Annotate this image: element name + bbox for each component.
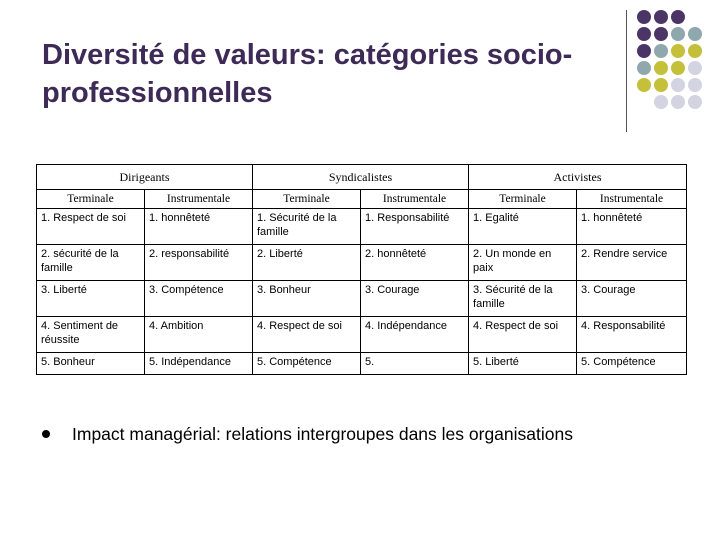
slide-title: Diversité de valeurs: catégories socio-professionnelles [42, 39, 573, 109]
table-cell: 2. Rendre service [577, 245, 687, 281]
table-cell: 2. responsabilité [145, 245, 253, 281]
decorative-dot [688, 44, 702, 58]
decorative-dot [671, 10, 685, 24]
table-cell: 1. honnêteté [145, 209, 253, 245]
table-cell: 1. Egalité [469, 209, 577, 245]
decorative-dot [671, 27, 685, 41]
table-cell: 2. Un monde en paix [469, 245, 577, 281]
decorative-dot [637, 44, 651, 58]
decorative-vertical-line [626, 10, 627, 132]
table-cell: 2. honnêteté [361, 245, 469, 281]
subheader-row [37, 190, 687, 209]
table-cell: 4. Indépendance [361, 317, 469, 353]
subheader-terminale: Terminale [253, 190, 361, 209]
table-cell: 1. Sécurité de la famille [253, 209, 361, 245]
decorative-dot [654, 61, 668, 75]
subheader-instrumentale: Instrumentale [361, 190, 469, 209]
table-row [37, 353, 687, 375]
table-cell: 4. Respect de soi [469, 317, 577, 353]
subheader-instrumentale: Instrumentale [577, 190, 687, 209]
table-cell: 1. honnêteté [577, 209, 687, 245]
table-cell: 3. Courage [577, 281, 687, 317]
decorative-dot [637, 78, 651, 92]
decorative-dot [688, 95, 702, 109]
table-cell: 3. Liberté [37, 281, 145, 317]
table-cell: 5. Compétence [253, 353, 361, 375]
table-cell: 4. Respect de soi [253, 317, 361, 353]
decorative-dot [688, 61, 702, 75]
decorative-dot [637, 61, 651, 75]
table-cell: 5. [361, 353, 469, 375]
table-cell: 4. Sentiment de réussite [37, 317, 145, 353]
table-cell: 1. Respect de soi [37, 209, 145, 245]
decorative-dot [654, 44, 668, 58]
table-cell: 4. Responsabilité [577, 317, 687, 353]
group-header-syndicalistes: Syndicalistes [253, 165, 469, 190]
decorative-dot [654, 78, 668, 92]
table-row [37, 317, 687, 353]
table-cell: 3. Sécurité de la famille [469, 281, 577, 317]
table-cell: 1. Responsabilité [361, 209, 469, 245]
table-cell: 5. Bonheur [37, 353, 145, 375]
table-cell: 3. Compétence [145, 281, 253, 317]
group-header-dirigeants: Dirigeants [37, 165, 253, 190]
table-cell: 4. Ambition [145, 317, 253, 353]
table-cell: 3. Bonheur [253, 281, 361, 317]
decorative-dot [654, 95, 668, 109]
subheader-terminale: Terminale [469, 190, 577, 209]
table-row [37, 245, 687, 281]
table-cell: 5. Liberté [469, 353, 577, 375]
decorative-dot [688, 78, 702, 92]
table-cell: 2. sécurité de la famille [37, 245, 145, 281]
group-header-activistes: Activistes [469, 165, 687, 190]
decorative-dot [671, 78, 685, 92]
decorative-dot [654, 10, 668, 24]
decorative-dot [671, 61, 685, 75]
decorative-dot [654, 27, 668, 41]
subheader-instrumentale: Instrumentale [145, 190, 253, 209]
subheader-terminale: Terminale [37, 190, 145, 209]
decorative-dot [671, 95, 685, 109]
bullet-marker [42, 430, 50, 438]
table-cell: 5. Compétence [577, 353, 687, 375]
decorative-dot [637, 27, 651, 41]
decorative-dot [688, 27, 702, 41]
group-header-row [37, 165, 687, 190]
table-row [37, 281, 687, 317]
values-table [36, 164, 687, 375]
decorative-dot [671, 44, 685, 58]
table-cell: 3. Courage [361, 281, 469, 317]
table-row [37, 209, 687, 245]
table-cell: 5. Indépendance [145, 353, 253, 375]
bullet-text: Impact managérial: relations intergroupes dans les organisations [72, 424, 573, 444]
table-cell: 2. Liberté [253, 245, 361, 281]
decorative-dot [637, 10, 651, 24]
